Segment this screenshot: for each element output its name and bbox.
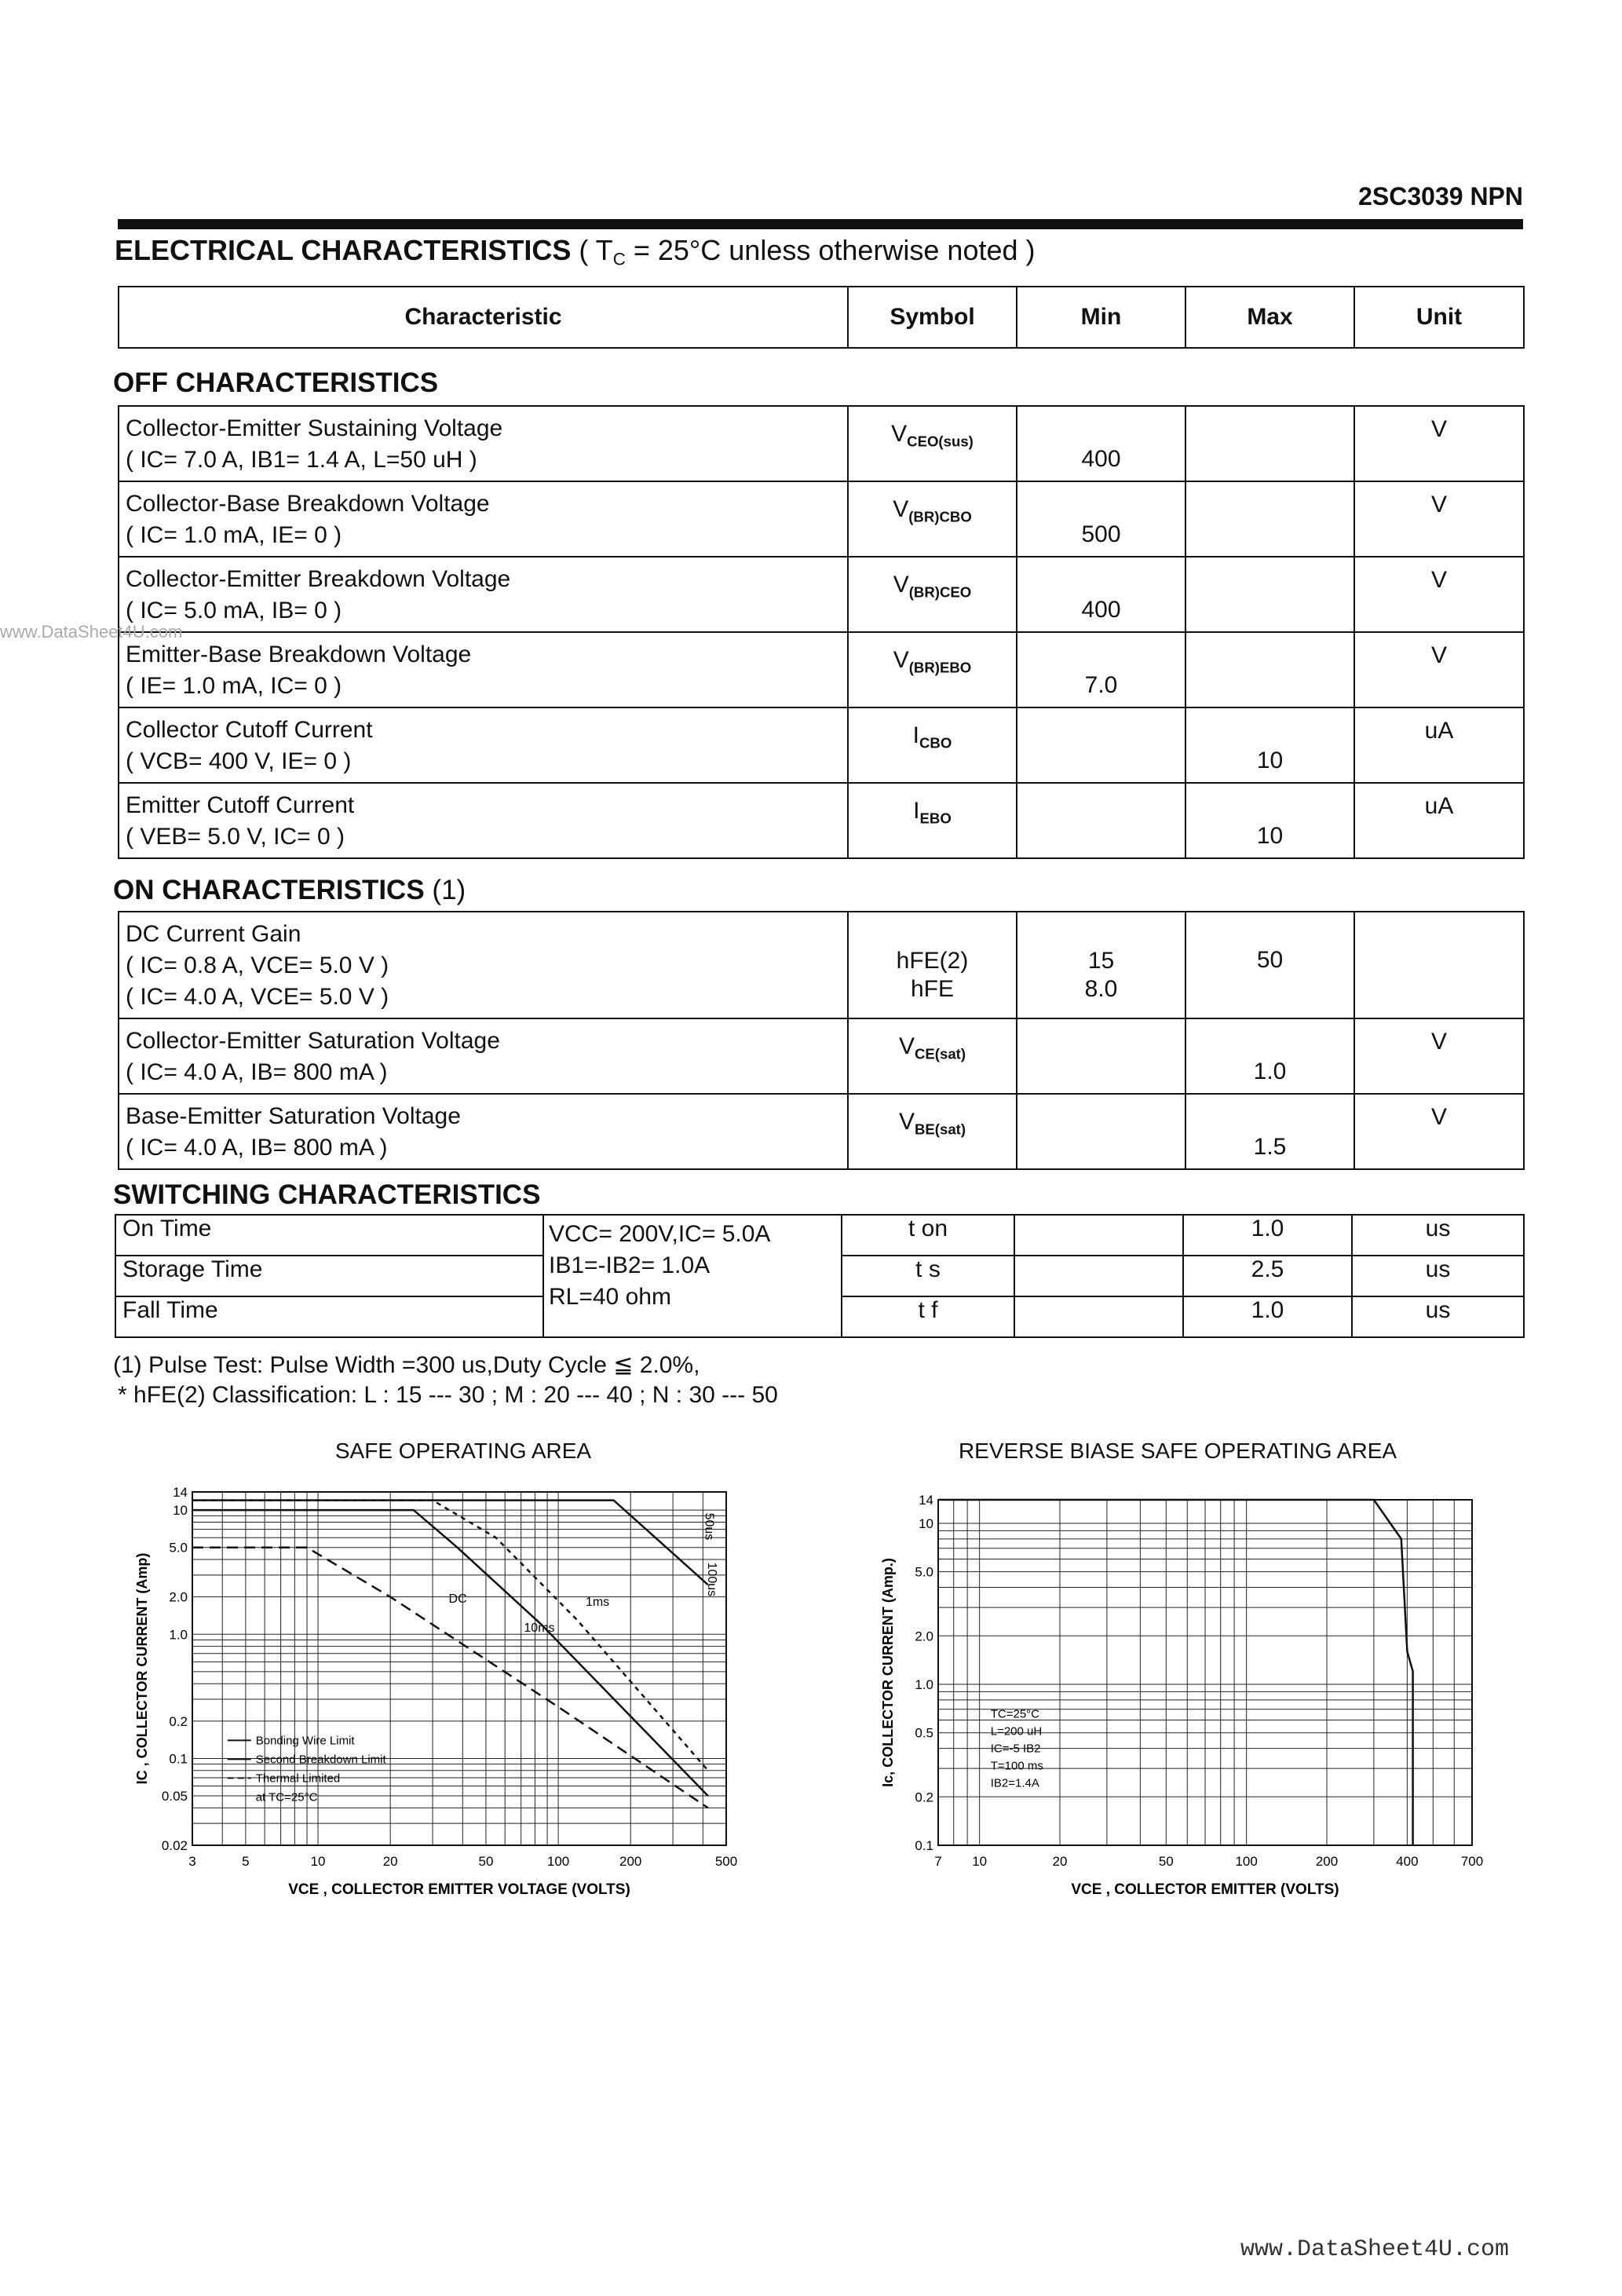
max-value xyxy=(1185,557,1354,632)
switch-symbol: t on xyxy=(842,1215,1014,1256)
min-value xyxy=(1014,1215,1183,1256)
y-tick-label: 2.0 xyxy=(169,1589,188,1605)
x-tick-label: 3 xyxy=(188,1854,196,1869)
max-value: 1.0 xyxy=(1183,1215,1352,1256)
unit: V xyxy=(1354,557,1524,632)
table-row xyxy=(119,406,1524,481)
char-name: Collector-Emitter Breakdown Voltage xyxy=(126,566,511,592)
x-tick-label: 100 xyxy=(1235,1854,1258,1869)
min-value xyxy=(1014,1296,1183,1337)
x-tick-label: 50 xyxy=(478,1854,494,1869)
char-cond: ( IC= 4.0 A, IB= 800 mA ) xyxy=(126,1059,388,1085)
table-row xyxy=(119,707,1524,783)
y-tick-label: 5.0 xyxy=(169,1540,188,1556)
off-title: OFF CHARACTERISTICS xyxy=(113,367,439,398)
symbol: $V_{CEO(sus)}$ xyxy=(848,406,1017,481)
symbol: $V_{BE(sat)}$ xyxy=(848,1094,1017,1169)
footer-url: www.DataSheet4U.com xyxy=(1240,2236,1510,2263)
soa-title: SAFE OPERATING AREA xyxy=(334,1439,592,1463)
x-axis-label: VCE , COLLECTOR EMITTER (VOLTS) xyxy=(1071,1881,1339,1898)
rbsoa-title: REVERSE BIASE SAFE OPERATING AREA xyxy=(958,1439,1397,1463)
unit: us xyxy=(1352,1296,1524,1337)
curve-label: 100us xyxy=(704,1562,718,1597)
char-name: Emitter-Base Breakdown Voltage xyxy=(126,642,472,667)
table-row xyxy=(119,1094,1524,1169)
legend-entry: IC=-5 IB2 xyxy=(990,1742,1041,1756)
header-symbol: Symbol xyxy=(848,287,1017,348)
symbol: $I_{EBO}$ xyxy=(848,783,1017,858)
x-tick-label: 700 xyxy=(1460,1854,1484,1869)
legend-entry: Thermal Limited xyxy=(255,1771,341,1786)
switch-symbol: t f xyxy=(842,1296,1014,1337)
table-row xyxy=(119,912,1524,1018)
y-tick-label: 10 xyxy=(919,1515,933,1531)
table-row xyxy=(115,1215,1524,1256)
switch-name: Storage Time xyxy=(115,1256,543,1296)
char-name: Base-Emitter Saturation Voltage xyxy=(126,1103,461,1129)
char-cond: ( IC= 5.0 mA, IB= 0 ) xyxy=(126,598,342,623)
y-tick-label: 10 xyxy=(173,1503,188,1519)
max-value xyxy=(1185,632,1354,707)
y-axis-label: IC , COLLECTOR CURRENT (Amp) xyxy=(134,1552,150,1785)
table-row xyxy=(119,632,1524,707)
char-name: DC Current Gain xyxy=(126,921,301,947)
char-cond: ( IC= 0.8 A, VCE= 5.0 V ) xyxy=(126,952,389,978)
y-tick-label: 0.2 xyxy=(915,1790,933,1805)
unit: V xyxy=(1354,481,1524,557)
unit xyxy=(1354,912,1524,1018)
switching-title: SWITCHING CHARACTERISTICS xyxy=(113,1179,541,1210)
unit: uA xyxy=(1354,783,1524,858)
max-value: 1.0 xyxy=(1185,1018,1354,1094)
note-classification: * hFE(2) Classification: L : 15 --- 30 ; M : 20 --- 40 ; N : 30 --- 50 xyxy=(118,1382,778,1408)
y-tick-label: 14 xyxy=(919,1493,933,1508)
legend-entry: at TC=25°C xyxy=(255,1790,318,1804)
switch-conditions: VCC= 200V,IC= 5.0A IB1=-IB2= 1.0A RL=40 ohm xyxy=(543,1215,842,1337)
on-table xyxy=(118,911,1525,1170)
y-tick-label: 0.5 xyxy=(915,1725,933,1741)
part-number: 2SC3039 NPN xyxy=(1358,182,1523,210)
symbol: $V_{(BR)EBO}$ xyxy=(848,632,1017,707)
table-row xyxy=(119,783,1524,858)
symbol: $V_{CE(sat)}$ xyxy=(848,1018,1017,1094)
table-row xyxy=(119,481,1524,557)
symbol: $I_{CBO}$ xyxy=(848,707,1017,783)
max-value: 1.5 xyxy=(1185,1094,1354,1169)
y-tick-label: 1.0 xyxy=(169,1627,188,1643)
y-tick-label: 0.02 xyxy=(161,1838,188,1853)
switch-name: Fall Time xyxy=(115,1296,543,1337)
char-name: Emitter Cutoff Current xyxy=(126,792,355,818)
curve-label: DC xyxy=(448,1592,467,1606)
min-value: 7.0 xyxy=(1017,632,1185,707)
max-value: 10 xyxy=(1185,707,1354,783)
x-tick-label: 200 xyxy=(619,1854,642,1869)
notes xyxy=(113,1351,778,1410)
char-name: Collector-Emitter Sustaining Voltage xyxy=(126,415,503,441)
x-axis-label: VCE , COLLECTOR EMITTER VOLTAGE (VOLTS) xyxy=(288,1881,630,1898)
header-rule xyxy=(118,219,1523,229)
legend-entry: IB2=1.4A xyxy=(990,1776,1039,1790)
char-name: Collector-Base Breakdown Voltage xyxy=(126,491,490,517)
curve-label: 10ms xyxy=(524,1621,555,1635)
y-tick-label: 14 xyxy=(173,1485,188,1500)
char-cond: ( VEB= 5.0 V, IC= 0 ) xyxy=(126,824,345,850)
legend-entry: Bonding Wire Limit xyxy=(255,1734,355,1748)
max-value: 10 xyxy=(1185,783,1354,858)
switching-table xyxy=(115,1214,1525,1338)
min-value xyxy=(1017,1094,1185,1169)
table-row xyxy=(119,1018,1524,1094)
legend-entry: Second Breakdown Limit xyxy=(255,1753,386,1767)
min-value: 400 xyxy=(1017,557,1185,632)
char-cond: ( VCB= 400 V, IE= 0 ) xyxy=(126,748,352,774)
legend-entry: L=200 uH xyxy=(990,1724,1043,1738)
curve-label: 50us xyxy=(702,1512,716,1541)
char-cond: ( IC= 4.0 A, IB= 800 mA ) xyxy=(126,1135,388,1161)
x-tick-label: 20 xyxy=(1052,1854,1068,1869)
note-pulse: (1) Pulse Test: Pulse Width =300 us,Duty Cycle ≦ 2.0%, xyxy=(113,1352,700,1378)
char-name: Collector-Emitter Saturation Voltage xyxy=(126,1028,500,1054)
off-table xyxy=(118,405,1525,859)
y-tick-label: 2.0 xyxy=(915,1629,933,1644)
y-tick-label: 0.1 xyxy=(169,1751,188,1767)
symbol: $V_{(BR)CBO}$ xyxy=(848,481,1017,557)
symbol: hFE(2) hFE xyxy=(848,912,1017,1018)
max-value: 1.0 xyxy=(1183,1296,1352,1337)
curve-label: 1ms xyxy=(585,1595,610,1609)
max-value: 50 xyxy=(1185,912,1354,1018)
x-tick-label: 10 xyxy=(972,1854,988,1869)
char-cond: ( IE= 1.0 mA, IC= 0 ) xyxy=(126,673,342,699)
y-tick-label: 5.0 xyxy=(915,1564,933,1580)
header-unit: Unit xyxy=(1354,287,1524,348)
max-value xyxy=(1185,406,1354,481)
unit: us xyxy=(1352,1256,1524,1296)
table-row xyxy=(119,557,1524,632)
header-table xyxy=(118,286,1525,349)
header-max: Max xyxy=(1185,287,1354,348)
unit: V xyxy=(1354,1094,1524,1169)
min-value xyxy=(1017,707,1185,783)
switch-name: On Time xyxy=(115,1215,543,1256)
unit: V xyxy=(1354,1018,1524,1094)
x-tick-label: 400 xyxy=(1396,1854,1419,1869)
x-tick-label: 500 xyxy=(714,1854,738,1869)
char-cond: ( IC= 4.0 A, VCE= 5.0 V ) xyxy=(126,984,389,1010)
char-name: Collector Cutoff Current xyxy=(126,717,373,743)
x-tick-label: 200 xyxy=(1315,1854,1339,1869)
min-value: 15 8.0 xyxy=(1017,912,1185,1018)
y-tick-label: 0.1 xyxy=(915,1838,933,1853)
x-tick-label: 7 xyxy=(934,1854,942,1869)
on-title: ON CHARACTERISTICS (1) xyxy=(113,875,466,905)
y-tick-label: 0.2 xyxy=(169,1713,188,1729)
y-axis-label: Ic, COLLECTOR CURRENT (Amp.) xyxy=(880,1558,896,1787)
x-tick-label: 100 xyxy=(546,1854,570,1869)
min-value xyxy=(1014,1256,1183,1296)
unit: us xyxy=(1352,1215,1524,1256)
x-tick-label: 5 xyxy=(242,1854,250,1869)
min-value xyxy=(1017,783,1185,858)
header-characteristic: Characteristic xyxy=(119,287,848,348)
max-value: 2.5 xyxy=(1183,1256,1352,1296)
min-value: 500 xyxy=(1017,481,1185,557)
min-value: 400 xyxy=(1017,406,1185,481)
watermark: www.DataSheet4U.com xyxy=(0,622,183,642)
y-tick-label: 1.0 xyxy=(915,1676,933,1692)
y-tick-label: 0.05 xyxy=(161,1789,188,1804)
x-tick-label: 10 xyxy=(310,1854,326,1869)
header-min: Min xyxy=(1017,287,1185,348)
unit: uA xyxy=(1354,707,1524,783)
char-cond: ( IC= 1.0 mA, IE= 0 ) xyxy=(126,522,342,548)
rbsoa-chart xyxy=(864,1476,1507,1916)
unit: V xyxy=(1354,406,1524,481)
soa-chart xyxy=(118,1476,762,1916)
legend-entry: TC=25°C xyxy=(990,1707,1040,1721)
unit: V xyxy=(1354,632,1524,707)
char-cond: ( IC= 7.0 A, IB1= 1.4 A, L=50 uH ) xyxy=(126,447,477,473)
x-tick-label: 50 xyxy=(1158,1854,1174,1869)
max-value xyxy=(1185,481,1354,557)
x-tick-label: 20 xyxy=(382,1854,398,1869)
series-line xyxy=(938,1500,1413,1845)
electrical-title: ELECTRICAL CHARACTERISTICS ( $T_C = 25^\circ C$ unless otherwise noted ) xyxy=(115,234,1036,269)
symbol: $V_{(BR)CEO}$ xyxy=(848,557,1017,632)
legend-entry: T=100 ms xyxy=(990,1759,1043,1773)
min-value xyxy=(1017,1018,1185,1094)
switch-symbol: t s xyxy=(842,1256,1014,1296)
